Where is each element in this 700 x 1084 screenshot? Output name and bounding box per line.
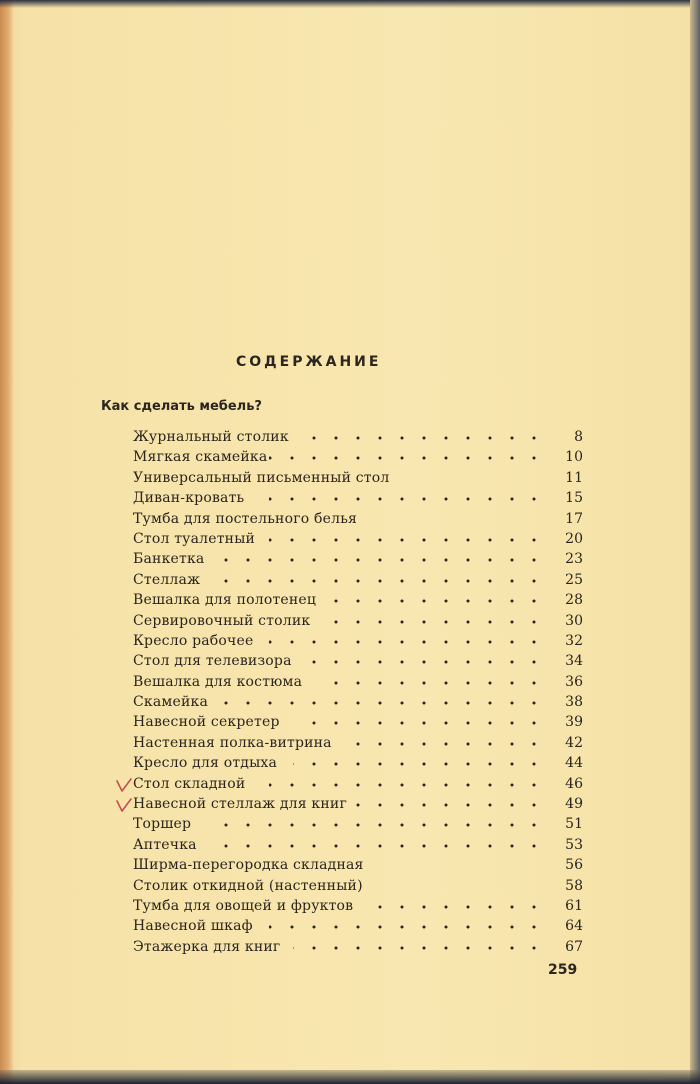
toc-entry xyxy=(133,590,583,610)
check-mark-icon xyxy=(116,777,132,793)
toc-entry xyxy=(133,774,583,794)
toc-entry-label: Банкетка xyxy=(133,551,205,568)
toc-entry-label: Журнальный столик xyxy=(133,429,289,445)
toc-entry xyxy=(133,733,583,753)
toc-dot-leader xyxy=(223,555,545,565)
toc-entry-label: Стеллаж xyxy=(133,571,201,588)
toc-entry-page: 51 xyxy=(565,816,583,833)
toc-entry-label: Мягкая скамейка xyxy=(133,449,268,466)
toc-entry-label: Ширма-перегородка складная xyxy=(133,857,364,874)
toc-entry-page: 67 xyxy=(565,938,583,955)
toc-entry-page: 25 xyxy=(565,571,583,588)
toc-dot-leader xyxy=(293,943,545,953)
toc-dot-leader xyxy=(311,718,545,728)
toc-dot-leader xyxy=(333,678,545,688)
toc-entry-page: 17 xyxy=(565,510,583,527)
toc-entry-page: 39 xyxy=(565,714,583,731)
toc-entry xyxy=(133,447,583,467)
toc-entry-label: Столик откидной (настенный) xyxy=(133,877,363,894)
toc-entry-page: 42 xyxy=(565,734,583,751)
toc-entry-label: Вешалка для костюма xyxy=(133,673,303,690)
toc-dot-leader xyxy=(355,739,545,749)
toc-entry xyxy=(133,814,583,834)
toc-entry-page: 56 xyxy=(565,857,583,874)
toc-entry-page: 15 xyxy=(565,490,583,507)
toc-entry xyxy=(133,692,583,712)
toc-entry-page: 64 xyxy=(565,918,583,935)
page-right-edge xyxy=(690,0,700,1084)
toc-dot-leader xyxy=(223,698,545,708)
toc-dot-leader xyxy=(269,494,545,504)
toc-entry-label: Торшер xyxy=(133,816,192,833)
toc-entry-page: 44 xyxy=(565,755,583,772)
toc-dot-leader xyxy=(223,841,545,851)
toc-entry xyxy=(133,672,583,692)
toc-entry xyxy=(133,488,583,508)
toc-entry-page: 38 xyxy=(565,694,583,711)
toc-entry xyxy=(133,855,583,875)
toc-entry-label: Диван-кровать xyxy=(133,490,245,507)
toc-entry-label: Кресло рабочее xyxy=(133,632,254,649)
toc-entry xyxy=(133,794,583,814)
toc-entry-page: 46 xyxy=(565,775,583,792)
toc-dot-leader xyxy=(269,637,545,647)
toc-entry-label: Стол складной xyxy=(133,775,246,792)
toc-dot-leader xyxy=(269,922,545,932)
toc-entry xyxy=(133,631,583,651)
toc-entry-page: 36 xyxy=(565,673,583,690)
toc-entry xyxy=(133,509,583,529)
toc-dot-leader xyxy=(269,453,545,463)
toc-dot-leader xyxy=(355,800,545,810)
toc-dot-leader xyxy=(377,902,545,912)
toc-entry xyxy=(133,651,583,671)
toc-entry-label: Тумба для овощей и фруктов xyxy=(133,897,354,914)
toc-entry-label: Навесной стеллаж для книг xyxy=(133,796,347,813)
toc-entry-label: Стол для телевизора xyxy=(133,653,292,670)
toc-entry xyxy=(133,753,583,773)
toc-entry-page: 10 xyxy=(565,449,583,466)
toc-entry xyxy=(133,549,583,569)
toc-entry xyxy=(133,712,583,732)
toc-entry-page: 34 xyxy=(565,653,583,670)
toc-entry-label: Кресло для отдыха xyxy=(133,755,278,772)
toc-dot-leader xyxy=(223,820,545,830)
toc-entry xyxy=(133,529,583,549)
toc-dot-leader xyxy=(269,780,545,790)
check-mark-icon xyxy=(116,797,132,813)
toc-dot-leader xyxy=(311,433,545,443)
book-spine xyxy=(0,0,14,1084)
toc-entry-page: 23 xyxy=(565,551,583,568)
toc-dot-leader xyxy=(311,657,545,667)
toc-entry xyxy=(133,611,583,631)
toc-entry-label: Универсальный письменный стол xyxy=(133,469,390,486)
toc-entry-label: Сервировочный столик xyxy=(133,612,311,629)
toc-entry-page: 20 xyxy=(565,530,583,547)
toc-entry xyxy=(133,896,583,916)
toc-entry-label: Настенная полка-витрина xyxy=(133,734,332,751)
toc-entry xyxy=(133,876,583,896)
toc-entry-page: 61 xyxy=(565,897,583,914)
toc-entry xyxy=(133,916,583,936)
toc-entry-label: Навесной секретер xyxy=(133,714,280,731)
toc-dot-leader xyxy=(333,617,545,627)
toc-title: СОДЕРЖАНИЕ xyxy=(236,354,382,370)
toc-entry xyxy=(133,468,583,488)
section-heading: Как сделать мебель? xyxy=(101,399,262,414)
toc-entry-label: Тумба для постельного белья xyxy=(133,510,358,527)
toc-entry-page: 11 xyxy=(565,469,583,486)
toc-entry xyxy=(133,427,583,447)
toc-entry-page: 28 xyxy=(565,592,583,609)
toc-entry-label: Стол туалетный xyxy=(133,530,256,547)
toc-dot-leader xyxy=(293,759,545,769)
toc-entry-page: 53 xyxy=(565,836,583,853)
toc-entry-page: 58 xyxy=(565,877,583,894)
toc-dot-leader xyxy=(269,535,545,545)
toc-list xyxy=(133,427,583,957)
toc-entry xyxy=(133,835,583,855)
page-bottom-edge xyxy=(0,1070,700,1084)
toc-entry-label: Навесной шкаф xyxy=(133,918,253,935)
toc-entry-page: 8 xyxy=(574,429,583,445)
toc-entry-label: Скамейка xyxy=(133,694,209,711)
toc-entry xyxy=(133,570,583,590)
toc-entry-page: 49 xyxy=(565,796,583,813)
toc-entry-label: Аптечка xyxy=(133,836,197,853)
toc-entry-label: Вешалка для полотенец xyxy=(133,592,317,609)
toc-entry-label: Этажерка для книг xyxy=(133,938,281,955)
toc-dot-leader xyxy=(333,596,545,606)
page-number: 259 xyxy=(548,962,578,978)
toc-entry-page: 32 xyxy=(565,632,583,649)
toc-entry xyxy=(133,937,583,957)
page-top-edge xyxy=(0,0,700,8)
toc-dot-leader xyxy=(223,576,545,586)
toc-entry-page: 30 xyxy=(565,612,583,629)
